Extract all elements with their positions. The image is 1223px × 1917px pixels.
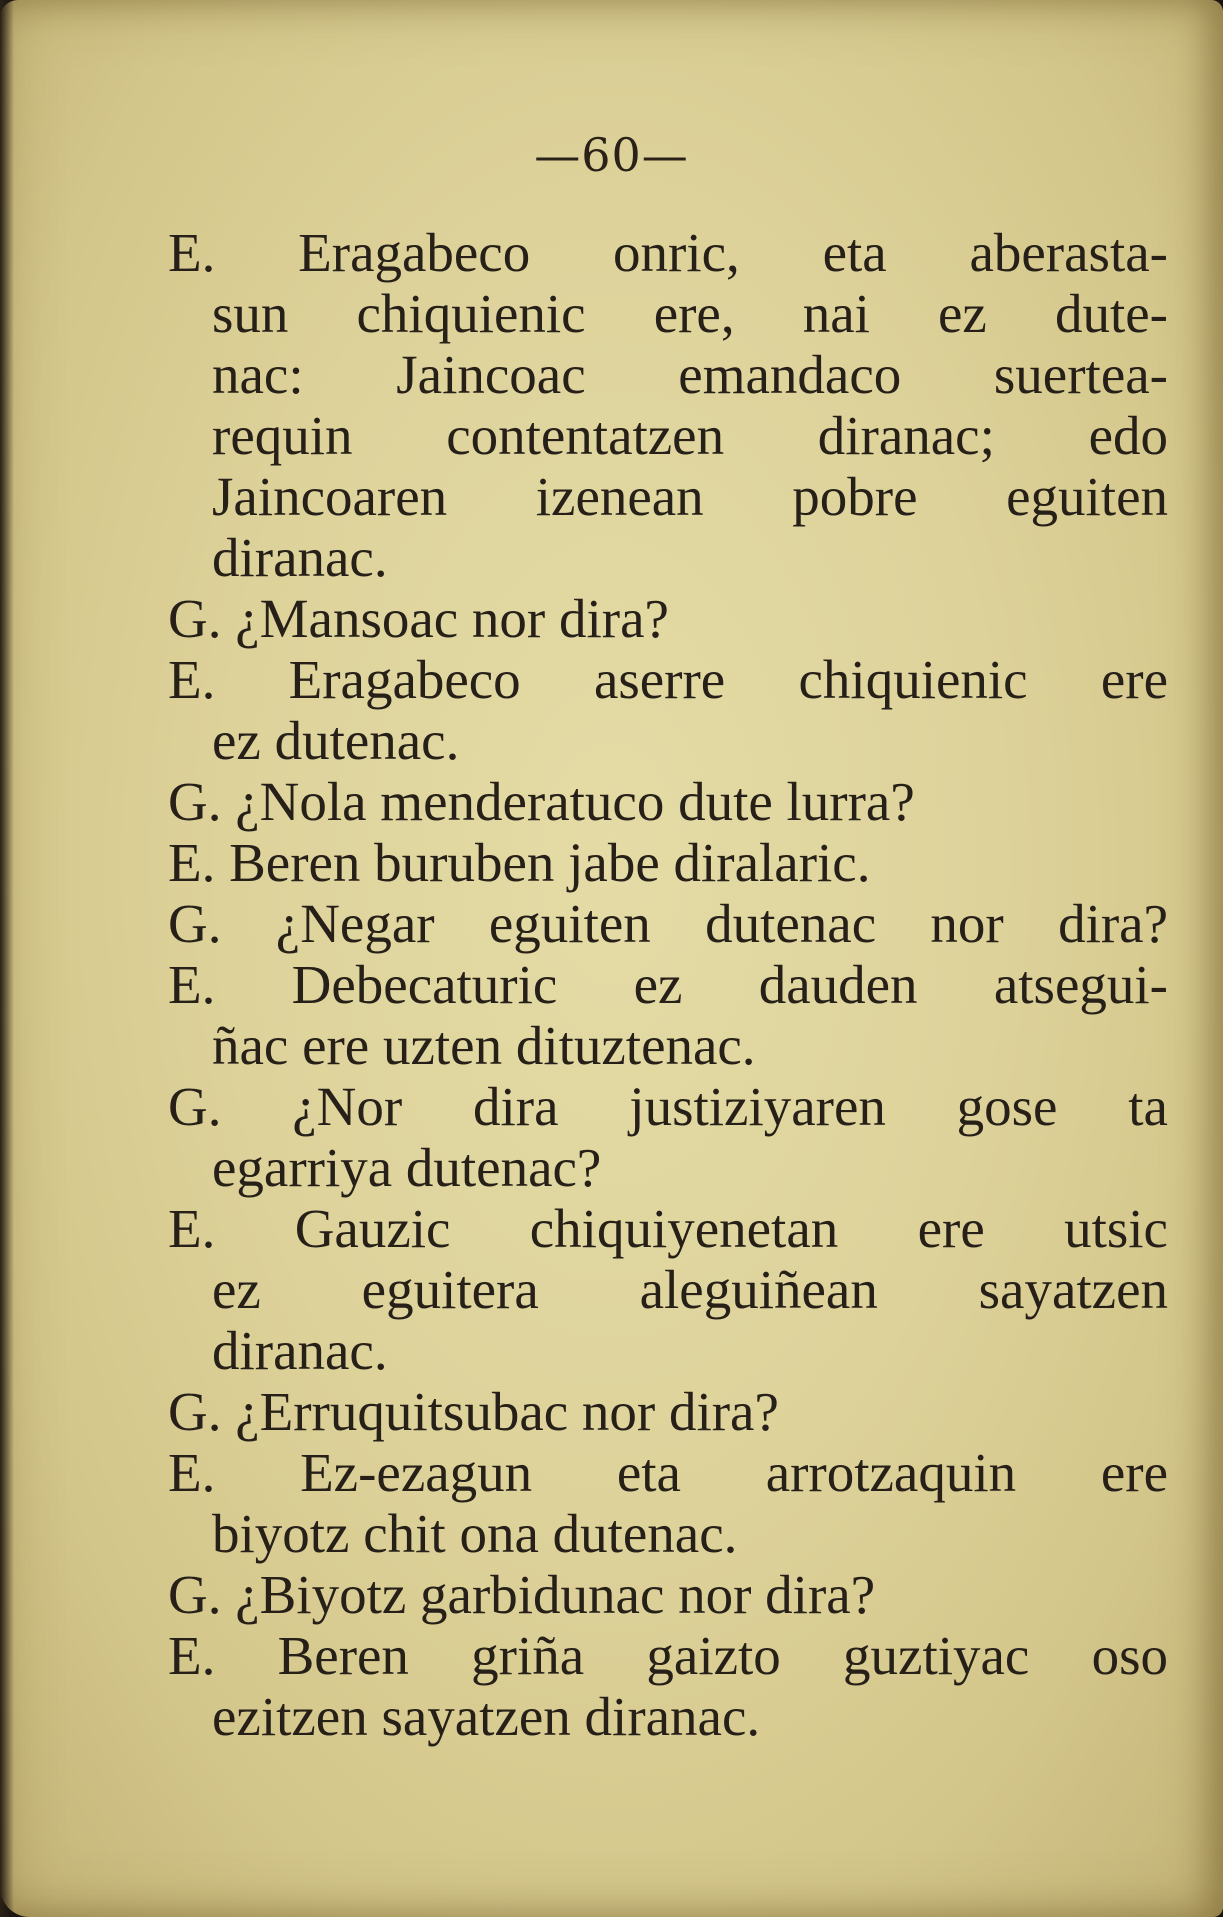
word: eguiten bbox=[1006, 466, 1168, 527]
word: onric, bbox=[613, 222, 740, 283]
word: ez bbox=[938, 283, 987, 344]
word: E. bbox=[168, 222, 216, 283]
word: dauden bbox=[758, 954, 918, 1015]
text-line bbox=[168, 954, 1168, 1015]
word: guztiyac bbox=[843, 1625, 1030, 1686]
text-line bbox=[168, 283, 1168, 344]
word: emandaco bbox=[678, 344, 902, 405]
text-line bbox=[168, 405, 1168, 466]
text-line bbox=[168, 344, 1168, 405]
word: ez bbox=[633, 954, 683, 1015]
text-line bbox=[168, 1259, 1168, 1320]
word: ere, bbox=[653, 283, 735, 344]
word: eguitera bbox=[361, 1259, 539, 1320]
word: dutenac bbox=[705, 893, 877, 954]
word: aberasta- bbox=[969, 222, 1168, 283]
text-line: egarriya dutenac? bbox=[212, 1137, 602, 1198]
word: izenean bbox=[535, 466, 704, 527]
word: dute- bbox=[1054, 283, 1168, 344]
word: arrotzaquin bbox=[765, 1442, 1017, 1503]
word: nor bbox=[930, 893, 1004, 954]
word: requin bbox=[212, 405, 353, 466]
word: pobre bbox=[792, 466, 918, 527]
word: Beren bbox=[277, 1625, 409, 1686]
word: E. bbox=[168, 1442, 216, 1503]
word: sayatzen bbox=[978, 1259, 1168, 1320]
text-line: ezitzen sayatzen diranac. bbox=[212, 1686, 761, 1747]
text-line bbox=[168, 1198, 1168, 1259]
word: E. bbox=[168, 1198, 216, 1259]
word: diranac; bbox=[817, 405, 995, 466]
text-line: G. ¿Nola menderatuco dute lurra? bbox=[168, 771, 915, 832]
word: Jaincoaren bbox=[212, 466, 448, 527]
word: G. bbox=[168, 1076, 222, 1137]
catechism-text bbox=[168, 222, 1168, 1747]
word: Gauzic bbox=[294, 1198, 451, 1259]
word: nac: bbox=[212, 344, 304, 405]
word: edo bbox=[1088, 405, 1168, 466]
word: sun bbox=[212, 283, 289, 344]
word: justiziyaren bbox=[629, 1076, 886, 1137]
word: ere bbox=[917, 1198, 985, 1259]
text-line: ñac ere uzten dituztenac. bbox=[212, 1015, 756, 1076]
text-line: diranac. bbox=[212, 527, 388, 588]
text-line: ez dutenac. bbox=[212, 710, 460, 771]
word: E. bbox=[168, 1625, 216, 1686]
word: gose bbox=[956, 1076, 1058, 1137]
text-line bbox=[168, 1625, 1168, 1686]
word: aserre bbox=[593, 649, 726, 710]
text-line: biyotz chit ona dutenac. bbox=[212, 1503, 738, 1564]
word: contentatzen bbox=[446, 405, 725, 466]
word: eguiten bbox=[488, 893, 651, 954]
word: atsegui- bbox=[993, 954, 1168, 1015]
word: dira bbox=[473, 1076, 559, 1137]
word: oso bbox=[1091, 1625, 1168, 1686]
word: suertea- bbox=[993, 344, 1168, 405]
word: chiquienic bbox=[356, 283, 586, 344]
word: chiquiyenetan bbox=[529, 1198, 839, 1259]
text-line bbox=[168, 649, 1168, 710]
word: ere bbox=[1100, 649, 1168, 710]
word: ¿Negar bbox=[275, 893, 435, 954]
word: dira? bbox=[1058, 893, 1168, 954]
text-line bbox=[168, 1442, 1168, 1503]
word: ta bbox=[1128, 1076, 1168, 1137]
word: E. bbox=[168, 649, 216, 710]
word: utsic bbox=[1064, 1198, 1168, 1259]
text-line: G. ¿Erruquitsubac nor dira? bbox=[168, 1381, 779, 1442]
text-line bbox=[168, 1076, 1168, 1137]
word: Jaincoac bbox=[396, 344, 586, 405]
word: Ez-ezagun bbox=[300, 1442, 533, 1503]
word: ¿Nor bbox=[292, 1076, 403, 1137]
word: aleguiñean bbox=[639, 1259, 878, 1320]
page-edge-shadow bbox=[0, 0, 14, 1917]
word: G. bbox=[168, 893, 222, 954]
word: Debecaturic bbox=[291, 954, 558, 1015]
word: Eragabeco bbox=[288, 649, 521, 710]
word: eta bbox=[822, 222, 887, 283]
word: gaizto bbox=[646, 1625, 781, 1686]
word: chiquienic bbox=[798, 649, 1028, 710]
text-line: diranac. bbox=[212, 1320, 388, 1381]
word: ere bbox=[1100, 1442, 1168, 1503]
text-line: G. ¿Biyotz garbidunac nor dira? bbox=[168, 1564, 876, 1625]
word: E. bbox=[168, 954, 216, 1015]
word: griña bbox=[471, 1625, 585, 1686]
word: eta bbox=[616, 1442, 681, 1503]
word: Eragabeco bbox=[298, 222, 531, 283]
text-line: G. ¿Mansoac nor dira? bbox=[168, 588, 669, 649]
word: nai bbox=[802, 283, 870, 344]
text-line: E. Beren buruben jabe diralaric. bbox=[168, 832, 871, 893]
text-line bbox=[168, 222, 1168, 283]
text-line bbox=[168, 893, 1168, 954]
word: ez bbox=[212, 1259, 261, 1320]
text-line bbox=[168, 466, 1168, 527]
page-number: —60— bbox=[534, 128, 689, 182]
